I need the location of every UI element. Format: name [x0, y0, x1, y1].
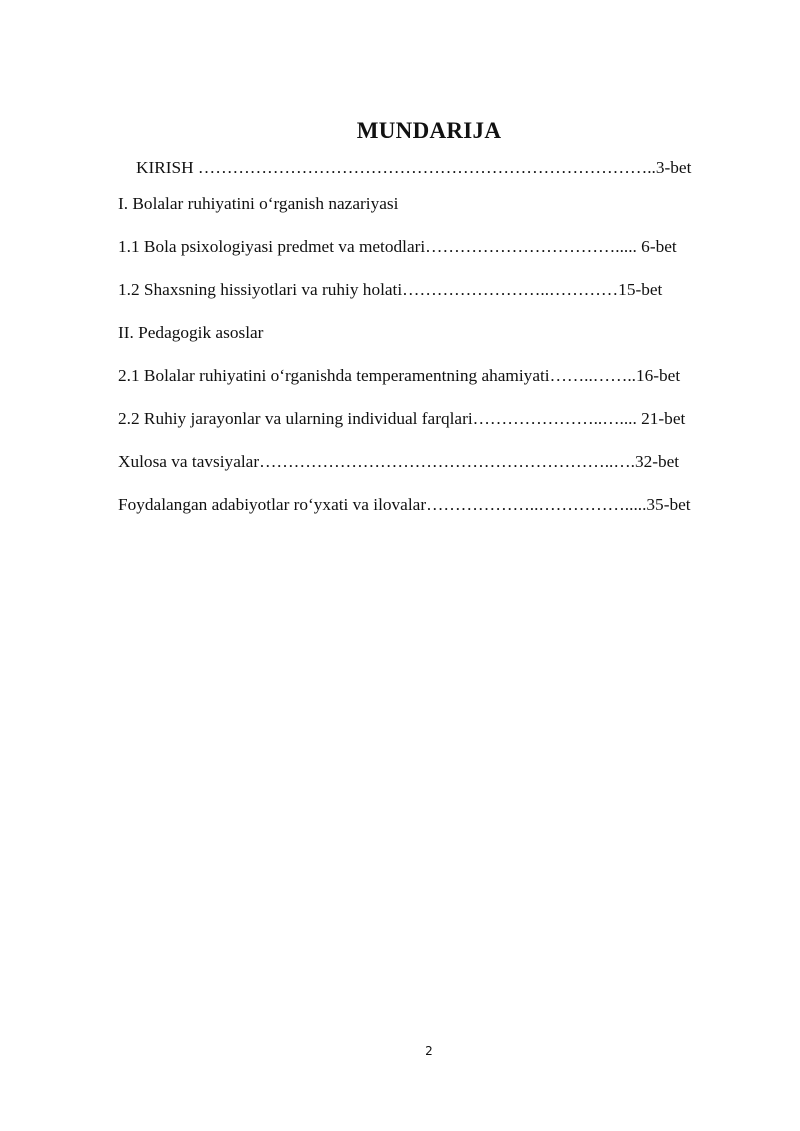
toc-section-2: II. Pedagogik asoslar [118, 323, 264, 342]
toc-entry-2-1: 2.1 Bolalar ruhiyatini o‘rganishda temperamentning ahamiyati……..……..16-bet [118, 366, 681, 385]
toc-entry-2-2: 2.2 Ruhiy jarayonlar va ularning individual farqlari…………………..….... 21-bet [118, 409, 686, 428]
toc-section-1: I. Bolalar ruhiyatini o‘rganish nazariyasi [118, 194, 399, 213]
page-title: MUNDARIJA [356, 118, 502, 143]
toc-entry-conclusion: Xulosa va tavsiyalar……………………………………………………..….32-bet [118, 452, 680, 471]
toc-entry-1-2: 1.2 Shaxsning hissiyotlari va ruhiy holati……………………..…………15-bet [118, 280, 663, 299]
page-number: 2 [425, 1044, 433, 1058]
toc-entry-1-1: 1.1 Bola psixologiyasi predmet va metodlari……………………………..... 6-bet [118, 237, 677, 256]
toc-entry-kirish: KIRISH ……………………………………………………………………..3-bet [136, 158, 692, 177]
toc-entry-references: Foydalangan adabiyotlar ro‘yxati va ilovalar………………..…………….....35-bet [118, 495, 691, 514]
